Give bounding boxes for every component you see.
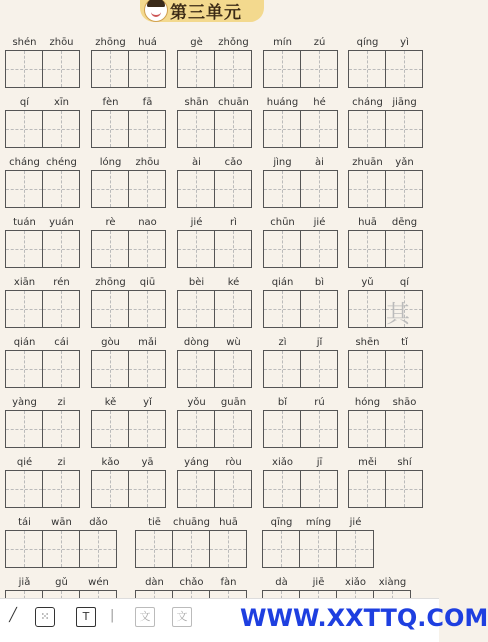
- pinyin-label: dàn: [145, 577, 164, 588]
- writing-box[interactable]: [128, 290, 166, 328]
- writing-box[interactable]: [214, 230, 252, 268]
- pinyin-label: yǎn: [395, 157, 414, 168]
- pinyin-label: kǎo: [101, 457, 120, 468]
- writing-box[interactable]: [128, 110, 166, 148]
- writing-box[interactable]: [128, 170, 166, 208]
- pinyin-label: yáng: [184, 457, 209, 468]
- pinyin-label: huá: [138, 37, 157, 48]
- pinyin-label: wù: [226, 337, 241, 348]
- pinyin-label: qié: [16, 457, 33, 468]
- pinyin-label: qí: [19, 97, 30, 108]
- pinyin-label: zhōng: [95, 277, 126, 288]
- writing-box[interactable]: [300, 50, 338, 88]
- pinyin-label: gǔ: [55, 577, 68, 588]
- pinyin-label: chuān: [218, 97, 249, 108]
- ghost-character: 其: [386, 300, 410, 328]
- pinyin-label: cháng: [352, 97, 383, 108]
- writing-box[interactable]: [300, 350, 338, 388]
- pinyin-label: gè: [190, 37, 203, 48]
- writing-box[interactable]: [262, 530, 300, 568]
- writing-box[interactable]: [348, 50, 386, 88]
- writing-box[interactable]: [42, 170, 80, 208]
- pinyin-label: jiē: [312, 577, 325, 588]
- pinyin-label: fèn: [102, 97, 119, 108]
- pinyin-label: zhōu: [49, 37, 74, 48]
- pinyin-label: dēng: [391, 217, 418, 228]
- pinyin-label: cháng: [9, 157, 40, 168]
- writing-box[interactable]: [214, 110, 252, 148]
- pinyin-label: qīng: [270, 517, 293, 528]
- writing-box[interactable]: [214, 410, 252, 448]
- pinyin-label: zi: [57, 397, 66, 408]
- pinyin-label: qiū: [139, 277, 156, 288]
- writing-box[interactable]: [385, 110, 423, 148]
- site-watermark: WWW.XXTTQ.COM: [240, 604, 488, 632]
- pinyin-label: rè: [105, 217, 116, 228]
- writing-box[interactable]: [91, 470, 129, 508]
- pinyin-label: fā: [142, 97, 153, 108]
- pinyin-label: xiān: [13, 277, 36, 288]
- writing-box[interactable]: [336, 530, 374, 568]
- pinyin-label: míng: [305, 517, 332, 528]
- pinyin-label: zhōng: [95, 37, 126, 48]
- pinyin-label: zì: [278, 337, 287, 348]
- writing-box[interactable]: [263, 470, 301, 508]
- text-tool-icon[interactable]: T: [76, 607, 96, 627]
- writing-box[interactable]: [263, 230, 301, 268]
- writing-box[interactable]: [385, 230, 423, 268]
- writing-box[interactable]: [91, 170, 129, 208]
- pinyin-label: rén: [53, 277, 70, 288]
- pinyin-label: bì: [314, 277, 325, 288]
- writing-box[interactable]: [348, 410, 386, 448]
- writing-box[interactable]: [177, 110, 215, 148]
- pinyin-label: guān: [220, 397, 247, 408]
- pinyin-label: ài: [192, 157, 201, 168]
- writing-box[interactable]: [5, 170, 43, 208]
- writing-box[interactable]: [5, 110, 43, 148]
- pinyin-label: qián: [13, 337, 36, 348]
- pinyin-label: ké: [227, 277, 240, 288]
- pinyin-label: chuāng: [173, 517, 210, 528]
- dice-tool-icon[interactable]: ⁙: [35, 607, 55, 627]
- writing-box[interactable]: [348, 470, 386, 508]
- writing-box[interactable]: [348, 170, 386, 208]
- pen-tool-icon[interactable]: ╱: [9, 608, 17, 623]
- writing-box[interactable]: [5, 290, 43, 328]
- pinyin-label: yǒu: [187, 397, 206, 408]
- pinyin-label: jié: [190, 217, 203, 228]
- pinyin-label: rú: [314, 397, 325, 408]
- pinyin-label: nao: [138, 217, 157, 228]
- pinyin-label: huáng: [266, 97, 299, 108]
- writing-box[interactable]: [385, 410, 423, 448]
- writing-box[interactable]: [300, 110, 338, 148]
- pinyin-label: jié: [313, 217, 326, 228]
- pinyin-label: tái: [18, 517, 31, 528]
- pinyin-label: qián: [271, 277, 294, 288]
- pinyin-label: tǐ: [401, 337, 408, 348]
- pinyin-label: ài: [315, 157, 324, 168]
- toolbar-divider: |: [110, 608, 115, 623]
- pinyin-label: shāo: [392, 397, 417, 408]
- writing-box[interactable]: [42, 410, 80, 448]
- pinyin-label: shén: [12, 37, 37, 48]
- pinyin-label: mín: [273, 37, 292, 48]
- pinyin-label: huā: [358, 217, 377, 228]
- pinyin-label: yā: [141, 457, 154, 468]
- text-recognize-tool-icon[interactable]: 文: [172, 607, 192, 627]
- writing-box[interactable]: [5, 50, 43, 88]
- pinyin-label: dǎo: [89, 517, 108, 528]
- writing-box[interactable]: [348, 350, 386, 388]
- pinyin-label: chǎo: [179, 577, 204, 588]
- pinyin-label: lóng: [99, 157, 122, 168]
- writing-box[interactable]: [263, 350, 301, 388]
- writing-box[interactable]: [42, 50, 80, 88]
- writing-box[interactable]: [91, 350, 129, 388]
- writing-box[interactable]: [348, 230, 386, 268]
- writing-box[interactable]: [91, 50, 129, 88]
- pinyin-label: qí: [399, 277, 410, 288]
- pinyin-label: chūn: [270, 217, 295, 228]
- translate-tool-icon[interactable]: 文: [135, 607, 155, 627]
- writing-box[interactable]: [177, 470, 215, 508]
- pinyin-label: shí: [397, 457, 412, 468]
- pinyin-label: jī: [316, 457, 323, 468]
- writing-box[interactable]: [42, 110, 80, 148]
- pinyin-label: shān: [184, 97, 209, 108]
- writing-box[interactable]: [128, 50, 166, 88]
- writing-box[interactable]: [263, 170, 301, 208]
- writing-box[interactable]: [5, 230, 43, 268]
- writing-box[interactable]: [177, 350, 215, 388]
- writing-box[interactable]: [300, 410, 338, 448]
- writing-box[interactable]: [348, 110, 386, 148]
- pinyin-label: xīn: [53, 97, 70, 108]
- writing-box[interactable]: [385, 50, 423, 88]
- pinyin-label: wén: [88, 577, 109, 588]
- pinyin-label: rì: [230, 217, 237, 228]
- writing-box[interactable]: [177, 410, 215, 448]
- pinyin-label: tuán: [13, 217, 36, 228]
- writing-box[interactable]: [5, 350, 43, 388]
- pinyin-label: fàn: [220, 577, 237, 588]
- writing-box[interactable]: [214, 470, 252, 508]
- writing-box[interactable]: [128, 410, 166, 448]
- writing-box[interactable]: [5, 530, 43, 568]
- writing-box[interactable]: [172, 530, 210, 568]
- writing-box[interactable]: [263, 290, 301, 328]
- writing-box[interactable]: [214, 290, 252, 328]
- writing-box[interactable]: [91, 290, 129, 328]
- pinyin-label: hé: [313, 97, 326, 108]
- writing-box[interactable]: [300, 230, 338, 268]
- writing-box[interactable]: [263, 50, 301, 88]
- pinyin-label: gòu: [101, 337, 120, 348]
- pinyin-label: bǐ: [277, 397, 288, 408]
- writing-box[interactable]: [128, 470, 166, 508]
- writing-box[interactable]: [299, 530, 337, 568]
- pinyin-label: měi: [358, 457, 377, 468]
- pinyin-label: qíng: [356, 37, 379, 48]
- pinyin-label: xiǎo: [272, 457, 293, 468]
- pinyin-label: yǔ: [361, 277, 374, 288]
- pinyin-label: wān: [51, 517, 72, 528]
- writing-box[interactable]: [5, 410, 43, 448]
- pinyin-label: dòng: [183, 337, 210, 348]
- pinyin-label: jìng: [273, 157, 292, 168]
- writing-box[interactable]: [128, 350, 166, 388]
- pinyin-label: zhuān: [352, 157, 383, 168]
- pinyin-label: xiǎo: [345, 577, 366, 588]
- pinyin-label: yǐ: [143, 397, 152, 408]
- writing-box[interactable]: [79, 530, 117, 568]
- writing-box[interactable]: [42, 290, 80, 328]
- writing-box[interactable]: [214, 350, 252, 388]
- writing-box[interactable]: [177, 290, 215, 328]
- writing-box[interactable]: [5, 470, 43, 508]
- writing-box[interactable]: [177, 50, 215, 88]
- pinyin-label: zi: [57, 457, 66, 468]
- writing-box[interactable]: [385, 170, 423, 208]
- pinyin-label: shēn: [355, 337, 380, 348]
- writing-box[interactable]: [300, 170, 338, 208]
- unit-title: 第三单元: [170, 3, 242, 23]
- writing-box[interactable]: [42, 530, 80, 568]
- writing-box[interactable]: [209, 530, 247, 568]
- pinyin-label: yuán: [49, 217, 74, 228]
- writing-box[interactable]: [91, 230, 129, 268]
- pinyin-label: zhǒng: [218, 37, 249, 48]
- writing-box[interactable]: [177, 170, 215, 208]
- pinyin-label: xiàng: [378, 577, 407, 588]
- pinyin-label: kě: [104, 397, 117, 408]
- pinyin-label: huā: [219, 517, 238, 528]
- writing-box[interactable]: [263, 110, 301, 148]
- pinyin-label: zhōu: [135, 157, 160, 168]
- writing-box[interactable]: [91, 110, 129, 148]
- pinyin-label: jǐ: [316, 337, 323, 348]
- pinyin-label: mǎi: [138, 337, 157, 348]
- writing-box[interactable]: [300, 290, 338, 328]
- writing-box[interactable]: [263, 410, 301, 448]
- pinyin-label: dà: [275, 577, 288, 588]
- pinyin-label: tiē: [148, 517, 161, 528]
- pinyin-label: bèi: [188, 277, 205, 288]
- writing-box[interactable]: [385, 350, 423, 388]
- writing-box[interactable]: [177, 230, 215, 268]
- pinyin-label: jié: [349, 517, 362, 528]
- writing-box[interactable]: [42, 230, 80, 268]
- pinyin-label: yàng: [12, 397, 37, 408]
- pinyin-label: jiǎ: [18, 577, 31, 588]
- pinyin-label: cǎo: [224, 157, 243, 168]
- writing-box[interactable]: [128, 230, 166, 268]
- writing-box[interactable]: [42, 350, 80, 388]
- pinyin-label: cái: [54, 337, 69, 348]
- writing-box[interactable]: [214, 170, 252, 208]
- title-banner: [0, 0, 439, 24]
- writing-box[interactable]: [300, 470, 338, 508]
- writing-box[interactable]: [385, 470, 423, 508]
- writing-box[interactable]: [91, 410, 129, 448]
- writing-box[interactable]: [42, 470, 80, 508]
- pinyin-label: ròu: [225, 457, 242, 468]
- pinyin-label: hóng: [354, 397, 381, 408]
- pinyin-label: jiāng: [392, 97, 417, 108]
- writing-box[interactable]: [348, 290, 386, 328]
- pinyin-label: zú: [313, 37, 326, 48]
- writing-box[interactable]: [214, 50, 252, 88]
- pinyin-label: yì: [400, 37, 409, 48]
- writing-box[interactable]: [135, 530, 173, 568]
- pinyin-label: chéng: [46, 157, 77, 168]
